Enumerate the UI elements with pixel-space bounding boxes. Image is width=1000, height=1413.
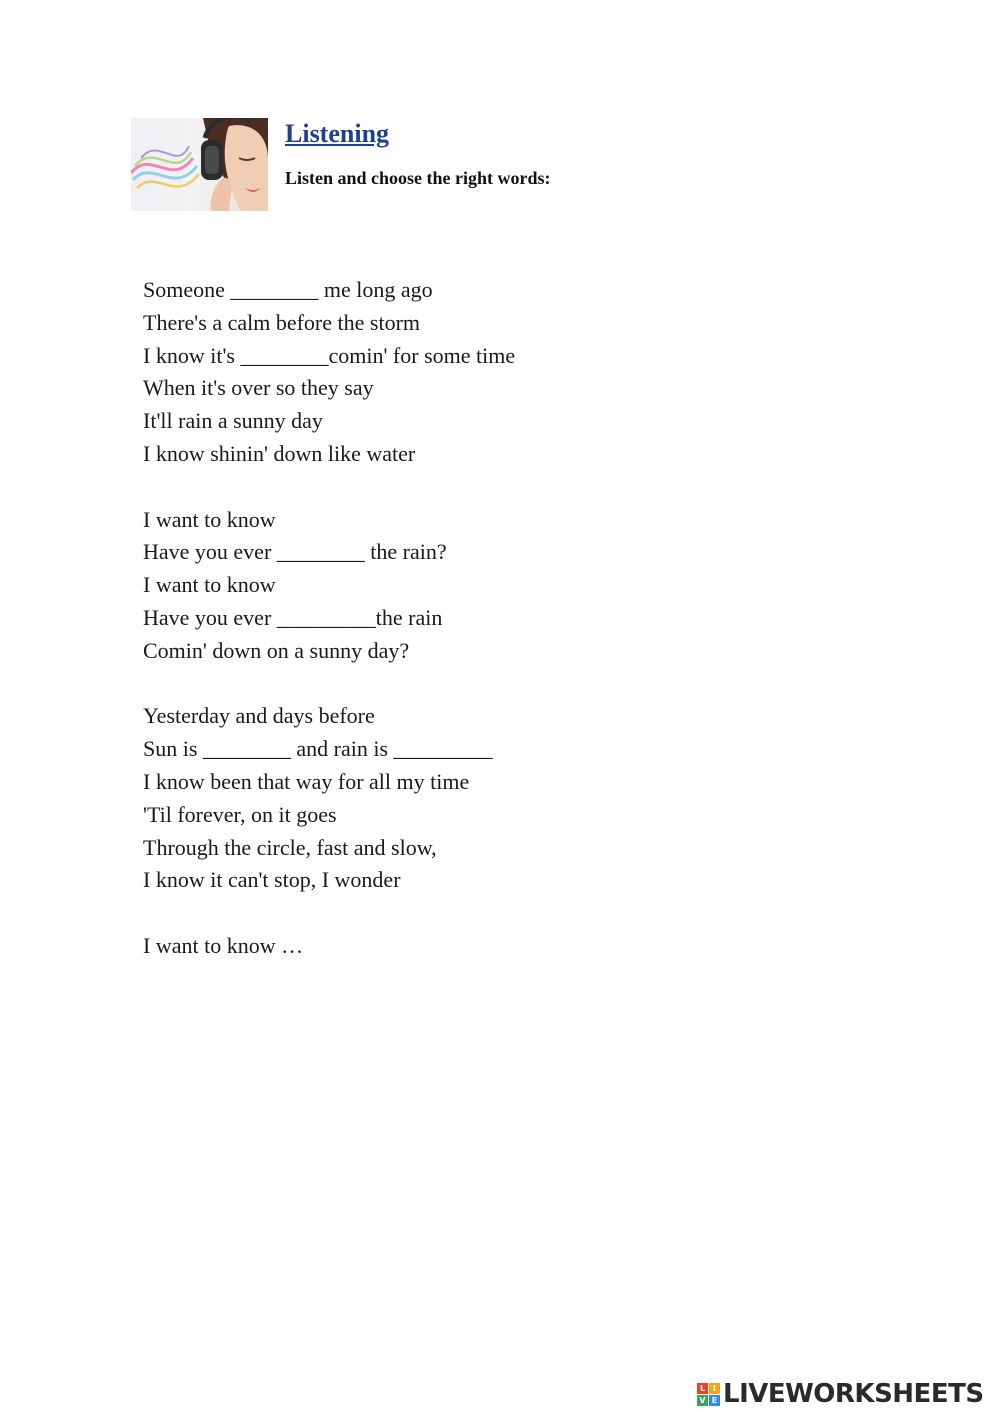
logo-block: E: [709, 1395, 720, 1406]
lyric-line: I want to know: [143, 506, 276, 532]
lyric-line: Comin' down on a sunny day?: [143, 637, 410, 663]
lyric-line: I want to know: [143, 572, 276, 598]
liveworksheets-logo: [697, 1378, 984, 1410]
lyric-line: I know shinin' down like water: [143, 440, 416, 466]
stanza-1: [143, 274, 843, 471]
stanza-2: [143, 504, 843, 668]
lyric-line: Have you ever _________the rain: [143, 604, 443, 630]
lyric-line: I know it's ________comin' for some time: [143, 342, 516, 368]
stanza-3: [143, 700, 843, 897]
lyric-line: When it's over so they say: [143, 375, 374, 401]
lyric-line: Have you ever ________ the rain?: [143, 539, 447, 565]
lyric-line: Sun is ________ and rain is _________: [143, 736, 493, 762]
lyric-line: I want to know …: [143, 932, 304, 958]
logo-blocks-icon: [697, 1383, 720, 1406]
stanza-4: [143, 930, 843, 963]
lyric-line: There's a calm before the storm: [143, 309, 421, 335]
lyric-line: I know been that way for all my time: [143, 768, 470, 794]
lyric-line: Yesterday and days before: [143, 703, 375, 729]
logo-block: V: [697, 1395, 708, 1406]
woman-with-headphones-image: [131, 118, 268, 211]
logo-block: L: [697, 1383, 708, 1394]
lyric-line: Someone ________ me long ago: [143, 277, 433, 302]
lyric-line: It'll rain a sunny day: [143, 408, 323, 434]
lyrics: [143, 274, 843, 996]
instruction-text: Listen and choose the right words:: [285, 168, 551, 188]
lyric-line: I know it can't stop, I wonder: [143, 867, 401, 893]
page-title: Listening: [285, 119, 390, 148]
logo-text: LIVEWORKSHEETS: [723, 1379, 984, 1409]
lyric-line: Through the circle, fast and slow,: [143, 834, 437, 860]
logo-block: I: [709, 1383, 720, 1394]
lyric-line: 'Til forever, on it goes: [143, 801, 337, 827]
